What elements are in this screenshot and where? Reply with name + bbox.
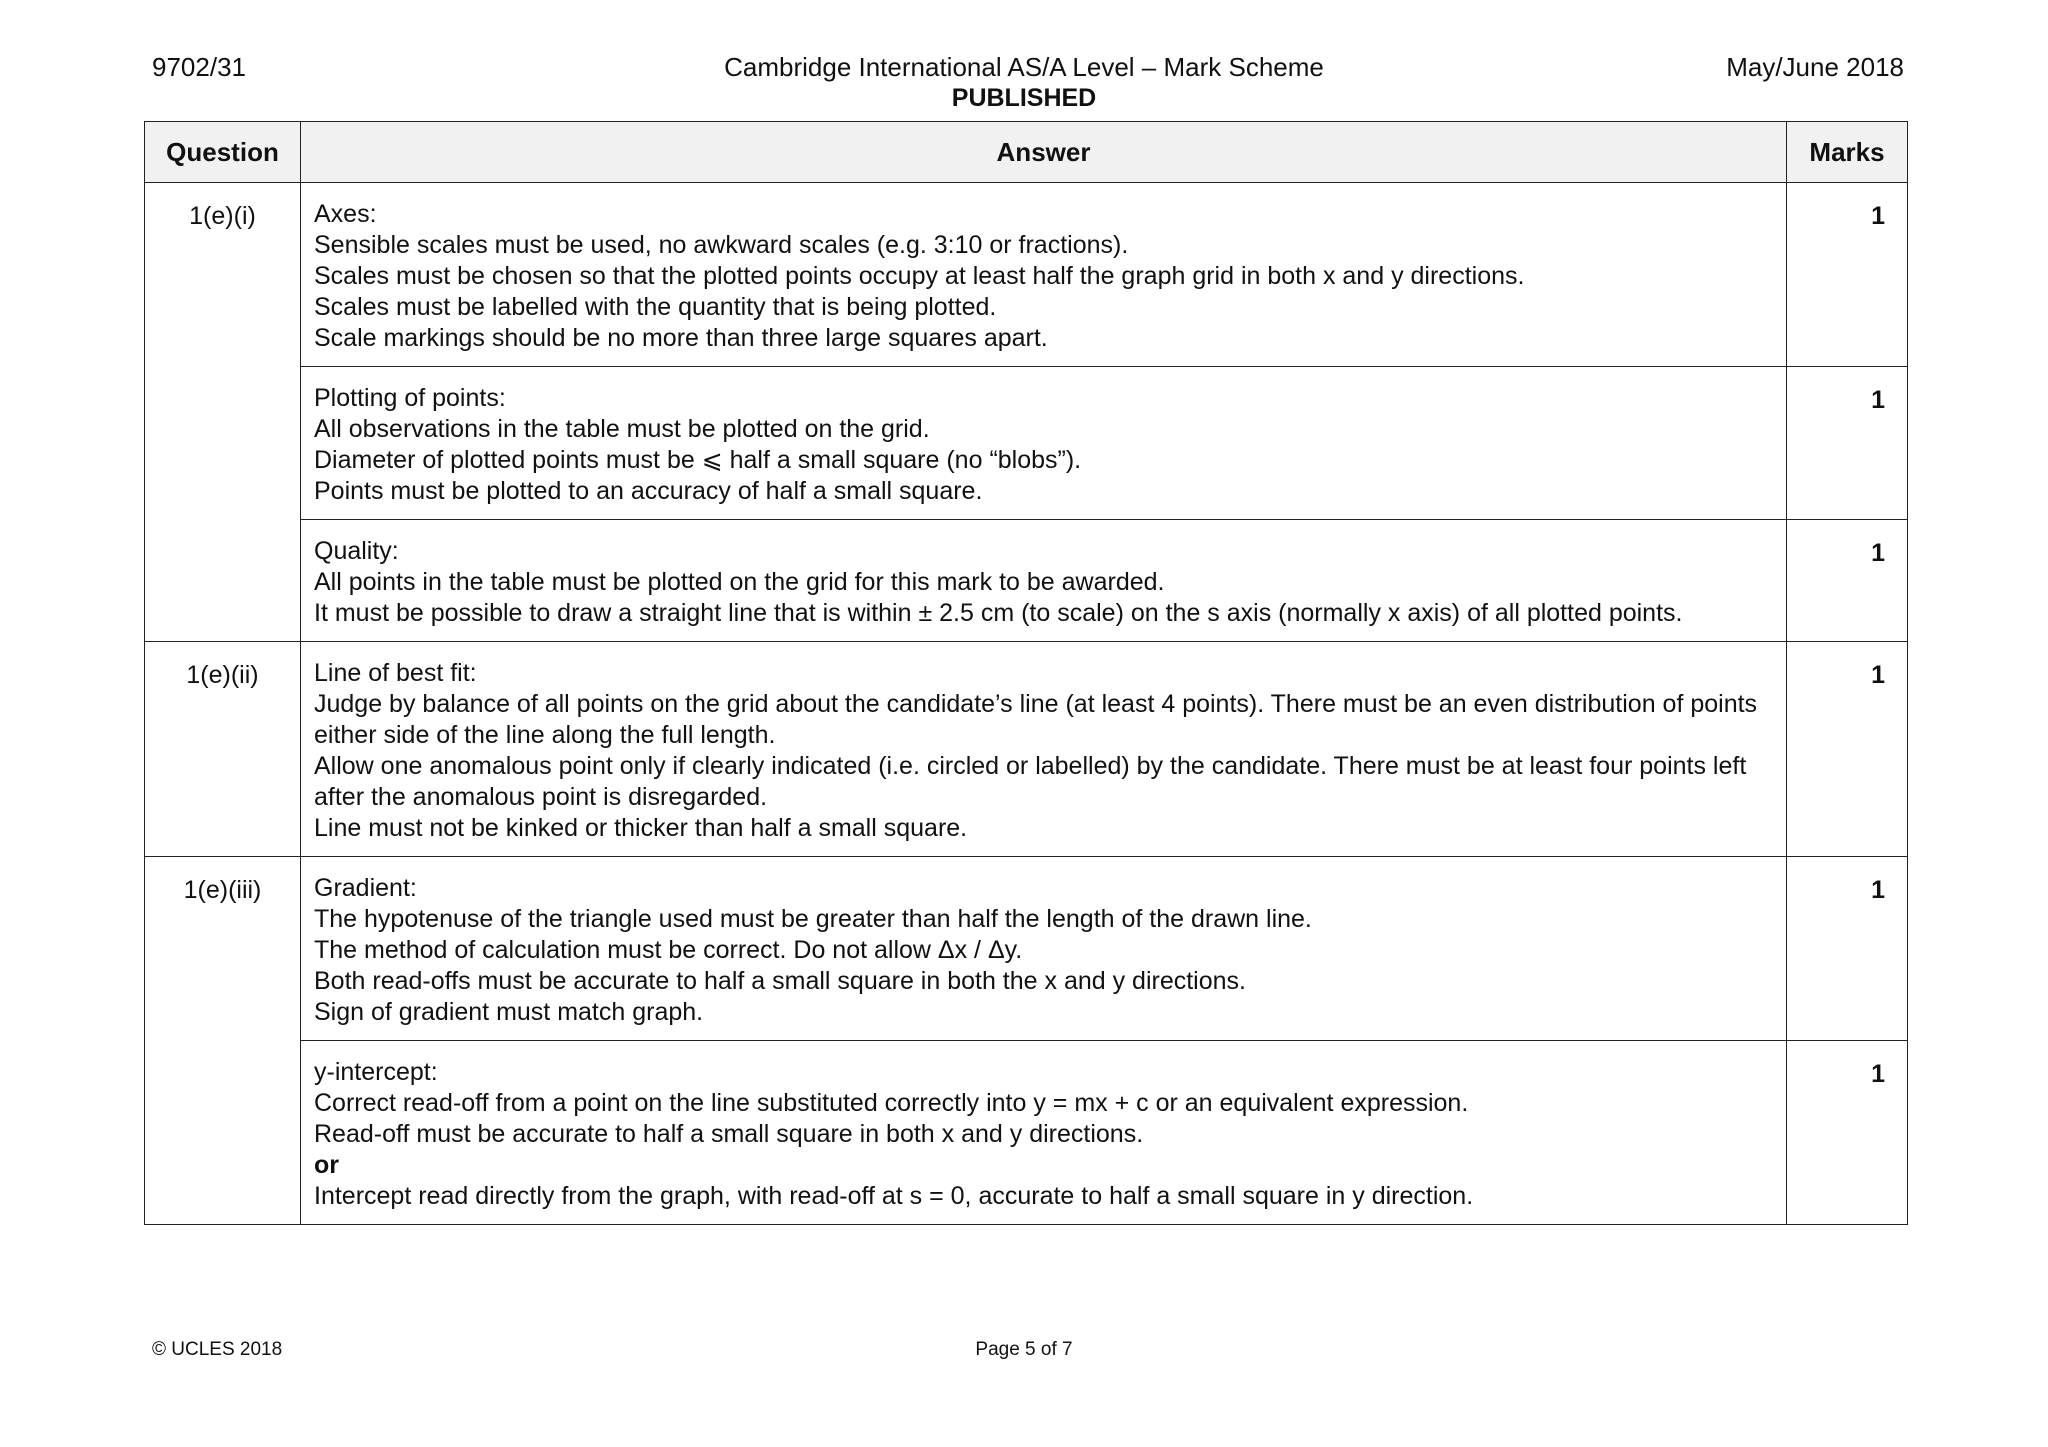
answer-line: or bbox=[314, 1151, 339, 1179]
answer-cell bbox=[301, 1041, 1787, 1225]
exam-session: May/June 2018 bbox=[1726, 52, 1904, 82]
header-marks: Marks bbox=[1787, 122, 1908, 183]
question-number: 1(e)(ii) bbox=[145, 642, 301, 857]
answer-line: Plotting of points: bbox=[314, 384, 506, 412]
answer-line: The hypotenuse of the triangle used must be greater than half the length of the drawn line. bbox=[314, 905, 1312, 933]
table-header-row bbox=[145, 122, 1908, 183]
table-row bbox=[145, 520, 1908, 642]
answer-cell bbox=[301, 857, 1787, 1041]
marks-cell: 1 bbox=[1787, 183, 1908, 367]
table-row bbox=[145, 642, 1908, 857]
answer-line: It must be possible to draw a straight line that is within ± 2.5 cm (to scale) on the s axis (normally x axis) of all plotted points. bbox=[314, 599, 1683, 627]
answer-line: Scale markings should be no more than three large squares apart. bbox=[314, 324, 1048, 352]
answer-line: Scales must be chosen so that the plotted points occupy at least half the graph grid in both x and y directions. bbox=[314, 262, 1525, 290]
marks-cell: 1 bbox=[1787, 1041, 1908, 1225]
answer-cell bbox=[301, 183, 1787, 367]
marks-cell: 1 bbox=[1787, 642, 1908, 857]
table-row bbox=[145, 367, 1908, 520]
answer-line: Both read-offs must be accurate to half a small square in both the x and y directions. bbox=[314, 967, 1246, 995]
answer-line: Gradient: bbox=[314, 874, 417, 902]
published-label: PUBLISHED bbox=[951, 84, 1097, 112]
document-title: Cambridge International AS/A Level – Mark Scheme bbox=[724, 52, 1324, 82]
header-answer: Answer bbox=[301, 122, 1787, 183]
answer-cell bbox=[301, 642, 1787, 857]
answer-line: The method of calculation must be correct. Do not allow Δx / Δy. bbox=[314, 936, 1023, 964]
question-number: 1(e)(iii) bbox=[145, 857, 301, 1225]
copyright: © UCLES 2018 bbox=[152, 1339, 283, 1360]
answer-line: y-intercept: bbox=[314, 1058, 438, 1086]
document-code: 9702/31 bbox=[152, 52, 246, 82]
table-row bbox=[145, 1041, 1908, 1225]
mark-scheme-body bbox=[145, 183, 1908, 1225]
answer-line: Quality: bbox=[314, 537, 399, 565]
marks-cell: 1 bbox=[1787, 367, 1908, 520]
page-number: Page 5 of 7 bbox=[975, 1339, 1073, 1360]
answer-cell bbox=[301, 520, 1787, 642]
table-row bbox=[145, 183, 1908, 367]
answer-line: Line must not be kinked or thicker than half a small square. bbox=[314, 814, 968, 842]
answer-cell bbox=[301, 367, 1787, 520]
question-number: 1(e)(i) bbox=[145, 183, 301, 642]
marks-cell: 1 bbox=[1787, 520, 1908, 642]
mark-scheme-table bbox=[144, 121, 1908, 1225]
answer-line: Points must be plotted to an accuracy of half a small square. bbox=[314, 477, 983, 505]
marks-cell: 1 bbox=[1787, 857, 1908, 1041]
answer-line: Sensible scales must be used, no awkward scales (e.g. 3:10 or fractions). bbox=[314, 231, 1129, 259]
answer-line: Allow one anomalous point only if clearly indicated (i.e. circled or labelled) by the candidate. There must be at least four points left after the anomalous point is disregarded. bbox=[314, 752, 1747, 811]
answer-line: Correct read-off from a point on the line substituted correctly into y = mx + c or an equivalent expression. bbox=[314, 1089, 1469, 1117]
answer-line: Read-off must be accurate to half a small square in both x and y directions. bbox=[314, 1120, 1144, 1148]
answer-line: Sign of gradient must match graph. bbox=[314, 998, 704, 1026]
answer-line: Intercept read directly from the graph, with read-off at s = 0, accurate to half a small square in y direction. bbox=[314, 1182, 1474, 1210]
answer-line: Scales must be labelled with the quantity that is being plotted. bbox=[314, 293, 997, 321]
table-row bbox=[145, 857, 1908, 1041]
answer-line: All points in the table must be plotted on the grid for this mark to be awarded. bbox=[314, 568, 1165, 596]
header-question: Question bbox=[145, 122, 301, 183]
answer-line: Line of best fit: bbox=[314, 659, 477, 687]
answer-line: Judge by balance of all points on the grid about the candidate’s line (at least 4 points). There must be an even distribution of points either side of the line along the full length. bbox=[314, 690, 1758, 749]
answer-line: All observations in the table must be plotted on the grid. bbox=[314, 415, 930, 443]
answer-line: Diameter of plotted points must be ⩽ half a small square (no “blobs”). bbox=[314, 446, 1082, 474]
answer-line: Axes: bbox=[314, 200, 377, 228]
